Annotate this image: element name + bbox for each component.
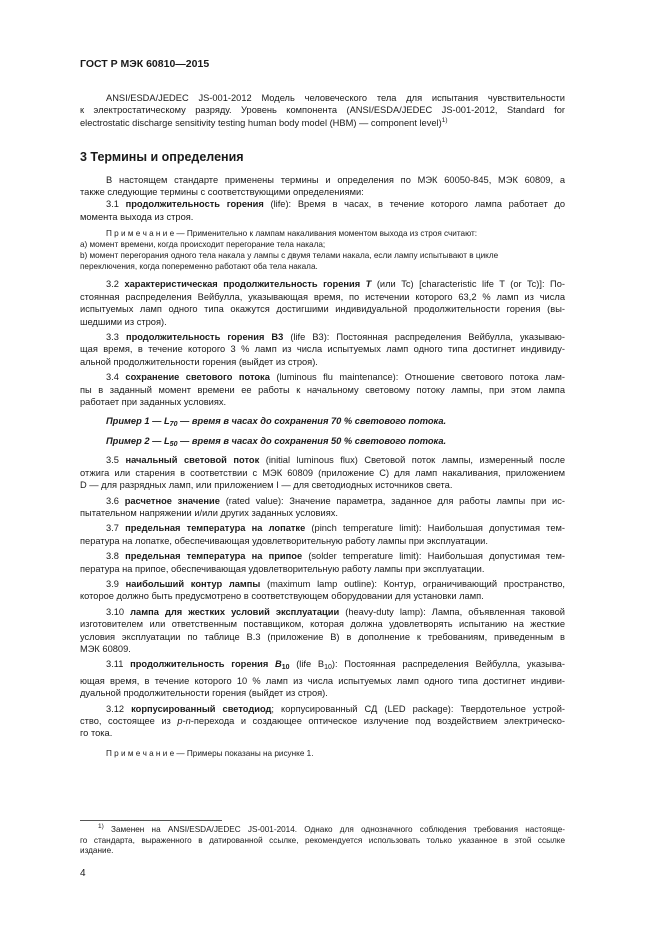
term-3-5: 3.5 начальный световой поток (initial luminous flux) Световой поток лампы, измеренный после отжига или старения в соответствии с МЭК 60809 (приложение С) для ламп накаливания, приложением D — для разрядных ламп, или приложением I — для светодиодных источников света. — [80, 455, 565, 491]
term-3-12: 3.12 корпусированный светодиод; корпусированный СД (LED package): Твердотельное устрой- ство, состоящее из p-n-перехода и создающее оптическое излучение под воздействием электрическо- го тока. — [80, 703, 566, 739]
term-3-11: 3.11 продолжительность горения $B_{10}$ (life $B_{10}$): Постоянная распределения Вейбулла, указыва- ющая время, в течение которого 10 % ламп из числа испытуемых ламп одного типа достигнет индиви- дуальной продолжительности горения (выйдет из строя). — [80, 659, 565, 699]
reference-paragraph: ANSI/ESDA/JEDEC JS-001-2012 Модель человеческого тела для испытания чувствительности к электростатическому разряду. Уровень компонента (ANSI/ESDA/JEDEC JS-001-2012, Standard for electrostatic discharge sensitivity testing human body model (HBM) — component level)$^{1)}$ — [80, 93, 565, 128]
example-1: Пример 1 — $L_{70}$ — время в часах до сохранения 70 % светового потока. — [106, 415, 447, 428]
page-body — [80, 92, 565, 760]
footnote: $^{1)}$ Заменен на ANSI/ESDA/JEDEC JS-001-2014. Однако для однозначного соблюдения требования настояще- го стандарта, выраженного в датированной ссылке, рекомендуется использовать только указанное в этой ссылке издание. — [80, 823, 565, 856]
page-number: 4 — [80, 868, 86, 879]
section-title: 3 Термины и определения — [80, 150, 244, 165]
intro-paragraph: В настоящем стандарте применены термины и определения по МЭК 60050-845, МЭК 60809, а также следующие термины с соответствующими определениями: — [80, 174, 565, 198]
term-3-1: 3.1 продолжительность горения (life): Время в часах, в течение которого лампа работает до момента выхода из строя. — [80, 199, 566, 222]
term-3-4: 3.4 сохранение светового потока (luminous flu maintenance): Отношение светового потока лам- пы в заданный момент времени ее работы к начальному световому потоку лампы, при этом лампа работает при заданных условиях. — [80, 372, 565, 408]
example-2: Пример 2 — $L_{50}$ — время в часах до сохранения 50 % светового потока. — [106, 435, 447, 448]
term-3-9: 3.9 наибольший контур лампы (maximum lamp outline): Контур, ограничивающий пространство, которое должно быть предусмотрено в соответствующем оборудовании для установки ламп. — [80, 578, 565, 602]
term-3-2: 3.2 характеристическая продолжительность горения T (или Tc) [characteristic life T (or Tc)]: По- стоянная распределения Вейбулла, указывающая время, по истечении которого 63,2 % ламп из числа испытуемых ламп одного типа окажутся достигшими индивидуальной продолжительности горения (вы- шедшими из строя). — [80, 279, 565, 327]
footnote-marker[interactable]: 1) — [441, 116, 448, 124]
note-paragraph: П р и м е ч а н и е — Применительно к лампам накаливания моментом выхода из строя считают: а) момент времени, когда происходит перегорание тела накала; b) момент перегорания одного тела накала у лампы с двумя телами накала, если лампу испытывают в цикле переключения, когда попеременно работают оба тела накала. — [80, 229, 499, 271]
term-3-3: 3.3 продолжительность горения B3 (life B3): Постоянная распределения Вейбулла, указываю- щая время, в течение которого 3 % ламп из числа испытуемых ламп одного типа достигнет индивиду- альной продолжительности горения (выйдет из строя). — [80, 332, 565, 367]
term-3-6: 3.6 расчетное значение (rated value): Значение параметра, заданное для работы лампы при ис- пытательном напряжении и/или других заданных условиях. — [80, 495, 565, 518]
footnote-number: 1) — [98, 823, 104, 830]
term-3-8: 3.8 предельная температура на припое (solder temperature limit): Наибольшая допустимая тем- пература на припое, обеспечивающая удовлетворительную работу лампы при эксплуатации. — [80, 551, 565, 574]
note-2: П р и м е ч а н и е — Примеры показаны на рисунке 1. — [106, 748, 314, 758]
term-3-10: 3.10 лампа для жестких условий эксплуатации (heavy-duty lamp): Лампа, объявленная таковой изготовителем или ответственным поставщиком, которая должна удовлетворять испытанию на жесткие условия эксплуатации по таблице В.3 (приложение В) в дополнение к требованиям, приведенным в МЭК 60809. — [80, 606, 565, 654]
document-header: ГОСТ Р МЭК 60810—2015 — [80, 58, 210, 70]
footnote-separator — [80, 820, 222, 821]
term-3-7: 3.7 предельная температура на лопатке (pinch temperature limit): Наибольшая допустимая тем- пература на лопатке, обеспечивающая удовлетворительную работу лампы при эксплуатации. — [80, 523, 565, 546]
